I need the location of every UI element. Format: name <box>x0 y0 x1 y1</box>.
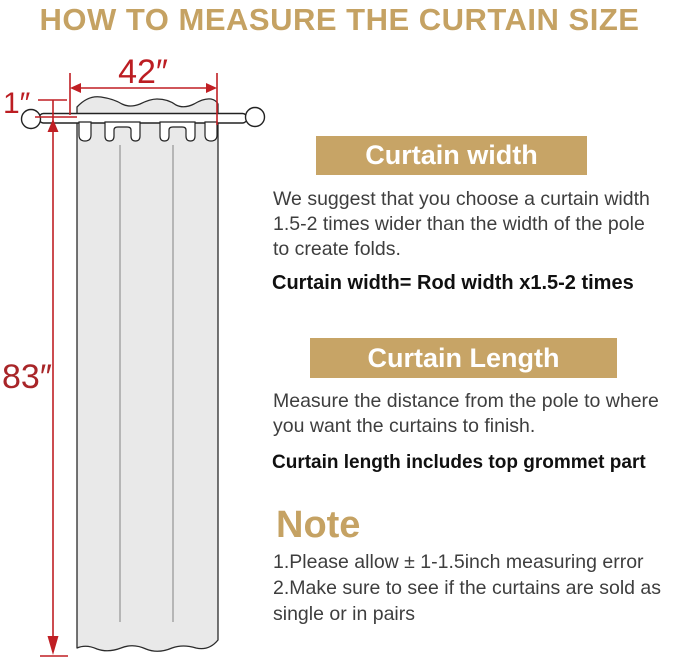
grommet-loop <box>79 122 91 141</box>
width-dimension-label: 42″ <box>118 53 168 91</box>
arrowhead-right <box>206 83 217 93</box>
curtain-length-formula: Curtain length includes top grommet part <box>272 452 646 473</box>
note-item-2: 2.Make sure to see if the curtains are sold as single or in pairs <box>273 577 662 625</box>
curtain-measure-diagram <box>0 0 280 661</box>
note-list <box>273 549 679 627</box>
length-dimension-label: 83″ <box>2 358 52 396</box>
note-item-1: 1.Please allow ± 1-1.5inch measuring error <box>273 551 644 573</box>
curtain-panel <box>77 97 218 652</box>
section-heading-curtain-length: Curtain Length <box>310 338 617 378</box>
curtain-width-description: We suggest that you choose a curtain width 1.5-2 times wider than the width of the pole to create folds. <box>273 188 650 260</box>
arrowhead-left <box>70 83 81 93</box>
section-heading-note: Note <box>276 504 361 546</box>
curtain-width-formula: Curtain width= Rod width x1.5-2 times <box>272 272 634 294</box>
curtain-length-description: Measure the distance from the pole to where you want the curtains to finish. <box>273 390 659 437</box>
section-heading-curtain-width: Curtain width <box>316 136 587 175</box>
page-title: HOW TO MEASURE THE CURTAIN SIZE <box>39 2 640 37</box>
arrowhead-down <box>48 636 59 655</box>
grommet-loop <box>205 122 217 141</box>
top-offset-label: 1″ <box>3 87 31 120</box>
rod-finial-right <box>246 108 265 127</box>
